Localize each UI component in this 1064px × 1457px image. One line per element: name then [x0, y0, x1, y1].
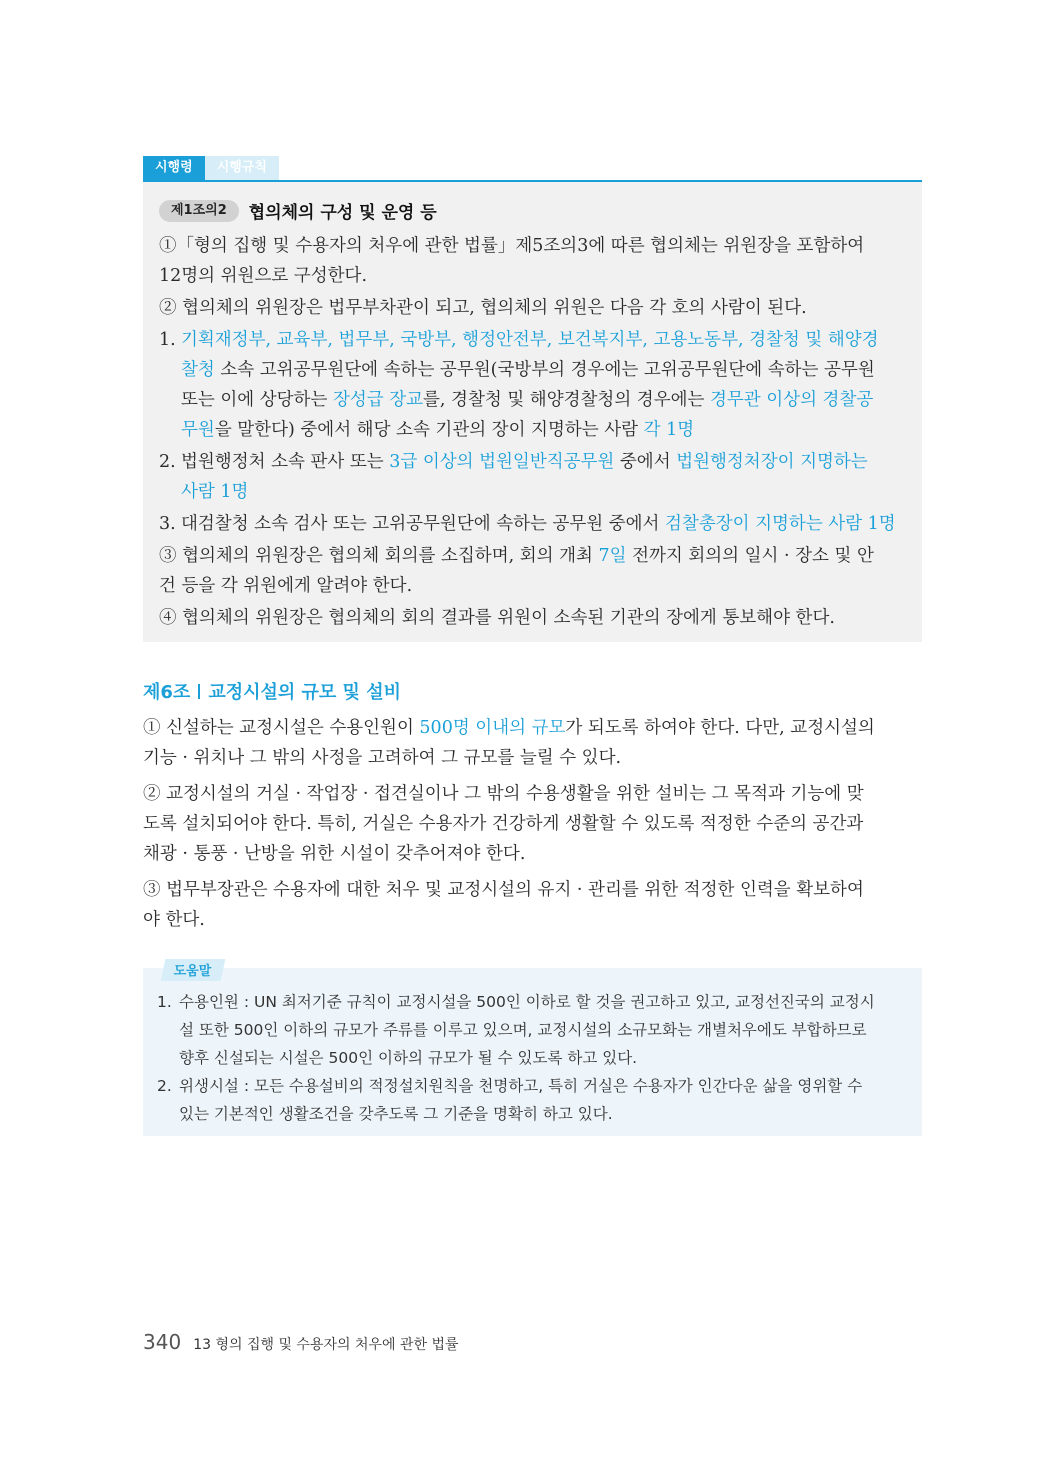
item-1-number: 1.	[159, 330, 176, 350]
tab-enforcement-rules: 시행규칙	[205, 156, 279, 180]
help-item-1-line-2: 설 또한 500인 이하의 규모가 주류를 이루고 있으며, 교정시설의 소규모화는 개별처우에도 부합하므로	[179, 1021, 867, 1039]
help-tag: 도움말	[161, 959, 225, 981]
article-6-paragraph-1-line-2: 기능 · 위치나 그 밖의 사정을 고려하여 그 규모를 늘릴 수 있다.	[143, 748, 622, 768]
tab-enforcement-decree: 시행령	[143, 156, 205, 180]
article-title: 협의체의 구성 및 운영 등	[248, 203, 437, 223]
enforcement-decree-box	[143, 180, 922, 642]
article-6-number: 제6조	[143, 682, 191, 703]
help-item-2-number: 2.	[157, 1077, 172, 1095]
item-1-line-4: 무원을 말한다) 중에서 해당 소속 기관의 장이 지명하는 사람 각 1명	[181, 420, 695, 440]
item-3-number: 3.	[159, 514, 176, 534]
paragraph-3-line-1: ③ 협의체의 위원장은 협의체 회의를 소집하며, 회의 개최 7일 전까지 회의의 일시 · 장소 및 안	[159, 546, 874, 566]
item-3-line-1: 대검찰청 소속 검사 또는 고위공무원단에 속하는 공무원 중에서 검찰총장이 지명하는 사람 1명	[181, 514, 896, 534]
article-6-paragraph-2-line-2: 도록 설치되어야 한다. 특히, 거실은 수용자가 건강하게 생활할 수 있도록 적정한 수준의 공간과	[143, 814, 864, 834]
article-6-paragraph-2-line-3: 채광 · 통풍 · 난방을 위한 시설이 갖추어져야 한다.	[143, 844, 526, 864]
article-6-paragraph-2-line-1: ② 교정시설의 거실 · 작업장 · 접견실이나 그 밖의 수용생활을 위한 설비는 그 목적과 기능에 맞	[143, 784, 864, 804]
article-6-heading	[143, 678, 401, 704]
paragraph-1-line-2: 12명의 위원으로 구성한다.	[159, 266, 368, 286]
item-2-line-2: 사람 1명	[181, 482, 249, 502]
article-6-paragraph-3-line-2: 야 한다.	[143, 910, 205, 930]
item-1-line-3: 또는 이에 상당하는 장성급 장교를, 경찰청 및 해양경찰청의 경우에는 경무관 이상의 경찰공	[181, 390, 874, 410]
help-box	[143, 968, 922, 1136]
item-2-number: 2.	[159, 452, 176, 472]
page-number: 340	[143, 1330, 182, 1354]
help-item-2-line-2: 있는 기본적인 생활조건을 갖추도록 그 기준을 명확히 하고 있다.	[179, 1105, 613, 1123]
ministries-list: 기획재정부, 교육부, 법무부, 국방부, 행정안전부, 보건복지부, 고용노동부, 경찰청 및 해양경	[181, 330, 879, 350]
paragraph-3-line-2: 건 등을 각 위원에게 알려야 한다.	[159, 576, 413, 596]
help-item-1-number: 1.	[157, 993, 172, 1011]
article-6-paragraph-3-line-1: ③ 법무부장관은 수용자에 대한 처우 및 교정시설의 유지 · 관리를 위한 적정한 인력을 확보하여	[143, 880, 864, 900]
item-1-line-1	[181, 325, 879, 355]
article-number-badge: 제1조의2	[159, 200, 239, 222]
paragraph-1-line-1: ①「형의 집행 및 수용자의 처우에 관한 법률」제5조의3에 따른 협의체는 위원장을 포함하여	[159, 236, 865, 256]
article-heading	[159, 198, 437, 223]
article-6-paragraph-1-line-1: ① 신설하는 교정시설은 수용인원이 500명 이내의 규모가 되도록 하여야 한다. 다만, 교정시설의	[143, 718, 875, 738]
paragraph-4: ④ 협의체의 위원장은 협의체의 회의 결과를 위원이 소속된 기관의 장에게 통보해야 한다.	[159, 608, 835, 628]
help-item-1-line-1: 수용인원 : UN 최저기준 규칙이 교정시설을 500인 이하로 할 것을 권고하고 있고, 교정선진국의 교정시	[179, 993, 875, 1011]
heading-separator	[198, 684, 200, 699]
item-2-line-1: 법원행정처 소속 판사 또는 3급 이상의 법원일반직공무원 중에서 법원행정처장이 지명하는	[181, 452, 868, 472]
article-6-title: 교정시설의 규모 및 설비	[208, 682, 401, 703]
enforcement-tabs	[143, 156, 279, 180]
help-item-1-line-3: 향후 신설되는 시설은 500인 이하의 규모가 될 수 있도록 하고 있다.	[179, 1049, 638, 1067]
paragraph-2: ② 협의체의 위원장은 법무부차관이 되고, 협의체의 위원은 다음 각 호의 사람이 된다.	[159, 298, 807, 318]
help-item-2-line-1: 위생시설 : 모든 수용설비의 적정설치원칙을 천명하고, 특히 거실은 수용자가 인간다운 삶을 영위할 수	[179, 1077, 863, 1095]
page-footer	[143, 1330, 459, 1354]
item-1-line-2: 찰청 소속 고위공무원단에 속하는 공무원(국방부의 경우에는 고위공무원단에 속하는 공무원	[181, 360, 875, 380]
chapter-title: 13 형의 집행 및 수용자의 처우에 관한 법률	[193, 1337, 459, 1353]
